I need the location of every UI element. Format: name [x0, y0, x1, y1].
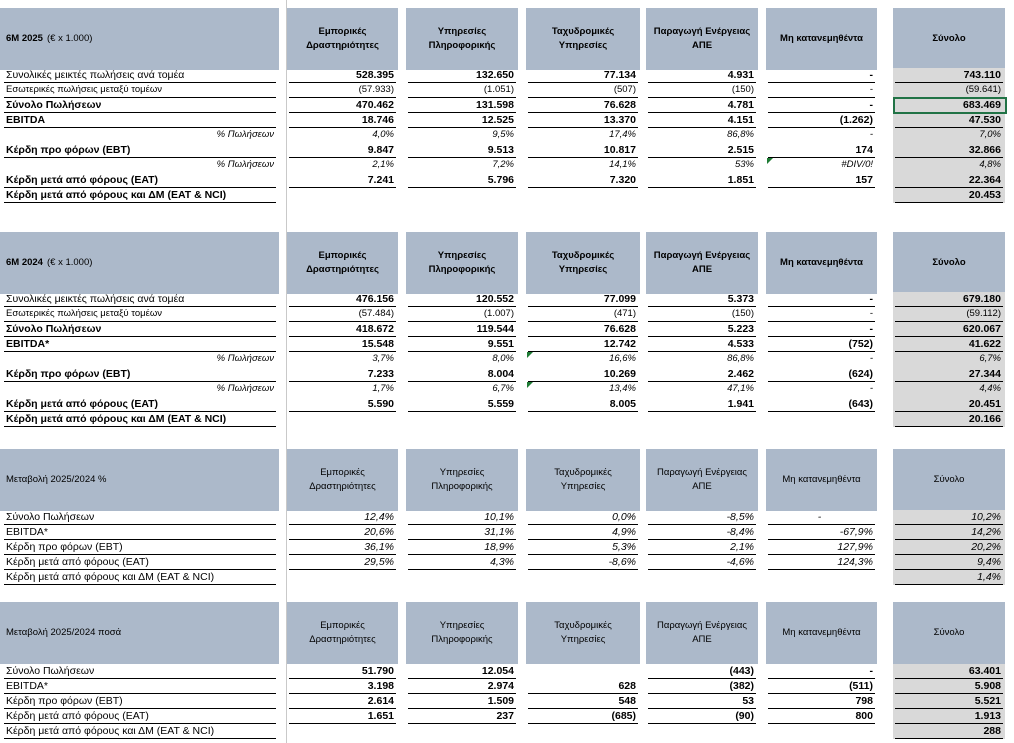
total-cell[interactable]: 620.067: [963, 323, 1001, 335]
cell-border: [648, 187, 756, 188]
value-cell[interactable]: 12.525: [481, 114, 514, 126]
value-cell[interactable]: 47,1%: [727, 383, 754, 394]
value-cell[interactable]: 4,3%: [490, 556, 514, 568]
value-cell[interactable]: 4,0%: [372, 129, 394, 140]
value-cell[interactable]: 157: [855, 174, 873, 186]
total-cell[interactable]: 20,2%: [971, 541, 1001, 553]
row-border: [4, 202, 276, 203]
value-cell[interactable]: -: [869, 353, 873, 364]
value-cell[interactable]: 628: [618, 680, 636, 692]
value-cell[interactable]: 798: [855, 695, 873, 707]
row-label: Κέρδη μετά από φόρους και ΔΜ (EAT & NCI): [6, 725, 215, 737]
row-label: % Πωλήσεων: [216, 353, 274, 364]
cell-border: [289, 723, 396, 724]
value-cell[interactable]: -: [869, 69, 873, 81]
total-cell[interactable]: 1,4%: [977, 571, 1001, 583]
row-label: Συνολικές μεικτές πωλήσεις ανά τομέα: [6, 69, 185, 81]
unit-label: (€ x 1.000): [46, 257, 93, 268]
value-cell[interactable]: 53: [742, 695, 754, 707]
value-cell[interactable]: 132.650: [476, 69, 514, 81]
value-cell[interactable]: 1.651: [367, 710, 394, 722]
value-cell[interactable]: 119.544: [476, 323, 514, 335]
cell-border: [768, 411, 875, 412]
value-cell[interactable]: 0,0%: [612, 511, 636, 523]
value-cell[interactable]: 20,6%: [364, 526, 394, 538]
value-cell[interactable]: 36,1%: [364, 541, 394, 553]
column-header: Υπηρεσίες Πληροφορικής: [406, 602, 518, 664]
total-cell[interactable]: 288: [983, 725, 1001, 737]
cell-border: [528, 187, 638, 188]
value-cell[interactable]: 1.941: [727, 398, 754, 410]
total-cell[interactable]: 20.166: [968, 413, 1001, 425]
total-cell[interactable]: 10,2%: [971, 511, 1001, 523]
value-cell[interactable]: 15.548: [361, 338, 394, 350]
column-header: Σύνολο: [893, 232, 1005, 294]
row-label: Κέρδη προ φόρων (EBT): [6, 368, 131, 380]
value-cell[interactable]: (57.933): [358, 84, 394, 95]
row-label: Σύνολο Πωλήσεων: [6, 323, 102, 335]
value-cell[interactable]: 5,3%: [612, 541, 636, 553]
cell-border: [408, 411, 516, 412]
value-cell[interactable]: 7.241: [367, 174, 394, 186]
value-cell[interactable]: 5.590: [367, 398, 394, 410]
column-header: Εμπορικές Δραστηριότητες: [287, 602, 398, 664]
value-cell[interactable]: 800: [855, 710, 873, 722]
value-cell[interactable]: -8,6%: [608, 556, 636, 568]
value-cell[interactable]: 5.373: [727, 293, 754, 305]
total-cell[interactable]: 679.180: [963, 293, 1001, 305]
value-cell[interactable]: 528.395: [356, 69, 394, 81]
value-cell[interactable]: 3,7%: [372, 353, 394, 364]
row-label: Κέρδη προ φόρων (EBT): [6, 541, 123, 553]
value-cell[interactable]: 12,4%: [364, 511, 394, 523]
total-cell[interactable]: 27.344: [968, 368, 1001, 380]
value-cell[interactable]: 29,5%: [364, 556, 394, 568]
value-cell[interactable]: 76.628: [603, 323, 636, 335]
value-cell[interactable]: (643): [848, 398, 873, 410]
column-header: Σύνολο: [893, 449, 1005, 511]
section-title: [0, 232, 279, 294]
value-cell[interactable]: 7,2%: [492, 159, 514, 170]
value-cell[interactable]: 9,5%: [492, 129, 514, 140]
cell-border: [768, 723, 875, 724]
row-label: Κέρδη μετά από φόρους (EAT): [6, 174, 159, 186]
value-cell[interactable]: 10.817: [603, 144, 636, 156]
value-cell[interactable]: 10.269: [603, 368, 636, 380]
value-cell[interactable]: -4,6%: [726, 556, 754, 568]
value-cell[interactable]: -: [869, 84, 873, 95]
value-cell[interactable]: (507): [613, 84, 636, 95]
column-header: Υπηρεσίες Πληροφορικής: [406, 449, 518, 511]
value-cell[interactable]: 12.742: [603, 338, 636, 350]
value-cell[interactable]: (511): [849, 680, 873, 692]
value-cell[interactable]: 9.513: [487, 144, 514, 156]
value-cell[interactable]: 16,6%: [609, 353, 636, 364]
value-cell[interactable]: -: [869, 293, 873, 305]
value-cell[interactable]: 3.198: [367, 680, 394, 692]
total-cell[interactable]: (59.641): [965, 84, 1001, 95]
value-cell[interactable]: 8.004: [487, 368, 514, 380]
value-cell[interactable]: -: [817, 511, 822, 523]
row-label: Εσωτερικές πωλήσεις μεταξύ τομέων: [6, 84, 162, 95]
cell-border: [895, 584, 1003, 585]
value-cell[interactable]: 7.233: [367, 368, 394, 380]
value-cell[interactable]: 14,1%: [609, 159, 636, 170]
row-label: Συνολικές μεικτές πωλήσεις ανά τομέα: [6, 293, 185, 305]
section-title-text: Μεταβολή 2025/2024 ποσά: [6, 627, 122, 638]
value-cell[interactable]: 12.054: [481, 665, 514, 677]
value-cell[interactable]: (1.262): [839, 114, 873, 126]
row-border: [4, 738, 276, 739]
row-label: EBITDA*: [6, 338, 50, 350]
value-cell[interactable]: 4.151: [727, 114, 754, 126]
column-header: Υπηρεσίες Πληροφορικής: [406, 8, 518, 70]
section-title-text: 6M 2024: [6, 257, 43, 268]
total-cell[interactable]: 41.622: [968, 338, 1001, 350]
cell-border: [528, 569, 638, 570]
column-header: Ταχυδρομικές Υπηρεσίες: [526, 232, 640, 294]
total-cell[interactable]: 63.401: [968, 665, 1001, 677]
value-cell[interactable]: -: [869, 129, 873, 140]
value-cell[interactable]: -: [869, 308, 873, 319]
value-cell[interactable]: 4.931: [727, 69, 754, 81]
column-header: Σύνολο: [893, 8, 1005, 70]
section-title-text: 6M 2025: [6, 33, 43, 44]
total-cell[interactable]: 22.364: [968, 174, 1001, 186]
total-cell[interactable]: 7,0%: [979, 129, 1001, 140]
row-border: [4, 426, 276, 427]
cell-border: [648, 411, 756, 412]
section-title: [0, 449, 279, 511]
total-cell[interactable]: 32.866: [968, 144, 1001, 156]
value-cell[interactable]: (90): [735, 710, 754, 722]
value-cell[interactable]: 1.851: [727, 174, 754, 186]
column-header: Παραγωγή Ενέργειας ΑΠΕ: [646, 449, 758, 511]
row-border: [4, 584, 276, 585]
value-cell[interactable]: (57.484): [358, 308, 394, 319]
value-cell[interactable]: 86,8%: [727, 353, 754, 364]
value-cell[interactable]: 5.559: [487, 398, 514, 410]
selected-cell-outline: [893, 97, 1007, 114]
cell-border: [528, 723, 638, 724]
value-cell[interactable]: 53%: [734, 159, 754, 170]
cell-border: [768, 187, 875, 188]
value-cell[interactable]: (624): [848, 368, 873, 380]
total-cell[interactable]: 20.453: [968, 189, 1001, 201]
value-cell[interactable]: (150): [731, 84, 754, 95]
value-cell[interactable]: -: [869, 99, 873, 111]
value-cell[interactable]: (1.007): [483, 308, 514, 319]
value-cell[interactable]: 77.134: [603, 69, 636, 81]
value-cell[interactable]: -8,5%: [726, 511, 754, 523]
value-cell[interactable]: 476.156: [356, 293, 394, 305]
cell-border: [768, 569, 875, 570]
total-cell[interactable]: 683.469: [963, 99, 1001, 111]
value-cell[interactable]: 5.223: [727, 323, 754, 335]
value-cell[interactable]: 2.974: [487, 680, 514, 692]
value-cell[interactable]: 4.781: [727, 99, 754, 111]
cell-border: [408, 187, 516, 188]
column-header: Παραγωγή Ενέργειας ΑΠΕ: [646, 602, 758, 664]
value-cell[interactable]: 77.099: [603, 293, 636, 305]
value-cell[interactable]: 548: [618, 695, 636, 707]
row-label: EBITDA: [6, 114, 46, 126]
value-cell[interactable]: (1.051): [483, 84, 514, 95]
row-label: Κέρδη μετά από φόρους και ΔΜ (EAT & NCI): [6, 413, 227, 425]
value-cell[interactable]: 17,4%: [609, 129, 636, 140]
cell-border: [289, 411, 396, 412]
value-cell[interactable]: 9.847: [367, 144, 394, 156]
row-label: EBITDA*: [6, 526, 49, 538]
cell-border: [289, 187, 396, 188]
row-label: Σύνολο Πωλήσεων: [6, 511, 95, 523]
value-cell[interactable]: 86,8%: [727, 129, 754, 140]
value-cell[interactable]: (685): [611, 710, 636, 722]
value-cell[interactable]: (752): [848, 338, 873, 350]
row-label: Κέρδη προ φόρων (EBT): [6, 695, 123, 707]
row-label: Κέρδη μετά από φόρους και ΔΜ (EAT & NCI): [6, 189, 227, 201]
section-title: [0, 602, 279, 664]
value-cell[interactable]: 6,7%: [492, 383, 514, 394]
row-label: Κέρδη μετά από φόρους και ΔΜ (EAT & NCI): [6, 571, 215, 583]
value-cell[interactable]: 18,9%: [484, 541, 514, 553]
total-cell[interactable]: 9,4%: [977, 556, 1001, 568]
error-indicator-icon: [527, 382, 533, 388]
row-label: Σύνολο Πωλήσεων: [6, 665, 95, 677]
value-cell[interactable]: (150): [731, 308, 754, 319]
row-label: Κέρδη προ φόρων (EBT): [6, 144, 131, 156]
value-cell[interactable]: 51.790: [361, 665, 394, 677]
value-cell[interactable]: 13,4%: [609, 383, 636, 394]
value-cell[interactable]: 5.796: [487, 174, 514, 186]
value-cell[interactable]: -67,9%: [839, 526, 873, 538]
cell-border: [289, 569, 396, 570]
value-cell[interactable]: -: [869, 323, 873, 335]
value-cell[interactable]: 2.462: [727, 368, 754, 380]
section-title-text: Μεταβολή 2025/2024 %: [6, 474, 107, 485]
value-cell[interactable]: 2,1%: [372, 159, 394, 170]
row-label: % Πωλήσεων: [216, 129, 274, 140]
value-cell[interactable]: 18.746: [361, 114, 394, 126]
value-cell[interactable]: 4.533: [727, 338, 754, 350]
value-cell[interactable]: 13.370: [603, 114, 636, 126]
column-header: Μη κατανεμηθέντα: [766, 232, 877, 294]
column-header: Εμπορικές Δραστηριότητες: [287, 232, 398, 294]
value-cell[interactable]: 237: [496, 710, 514, 722]
total-cell[interactable]: 20.451: [968, 398, 1001, 410]
column-header: Εμπορικές Δραστηριότητες: [287, 8, 398, 70]
column-header: Παραγωγή Ενέργειας ΑΠΕ: [646, 232, 758, 294]
cell-border: [648, 723, 756, 724]
value-cell[interactable]: -: [869, 383, 873, 394]
column-header: Ταχυδρομικές Υπηρεσίες: [526, 8, 640, 70]
column-header: Εμπορικές Δραστηριότητες: [287, 449, 398, 511]
value-cell[interactable]: -8,4%: [726, 526, 754, 538]
total-cell[interactable]: 5.908: [974, 680, 1001, 692]
value-cell[interactable]: 9.551: [487, 338, 514, 350]
column-header: Μη κατανεμηθέντα: [766, 449, 877, 511]
column-header: Ταχυδρομικές Υπηρεσίες: [526, 449, 640, 511]
total-cell[interactable]: 47.530: [968, 114, 1001, 126]
row-label: Εσωτερικές πωλήσεις μεταξύ τομέων: [6, 308, 162, 319]
value-cell[interactable]: 2.614: [367, 695, 394, 707]
column-header: Ταχυδρομικές Υπηρεσίες: [526, 602, 640, 664]
value-cell[interactable]: (471): [613, 308, 636, 319]
value-cell[interactable]: 2.515: [727, 144, 754, 156]
value-cell[interactable]: 8,0%: [492, 353, 514, 364]
row-label: Κέρδη μετά από φόρους (EAT): [6, 556, 149, 568]
total-cell[interactable]: 14,2%: [971, 526, 1001, 538]
unit-label: (€ x 1.000): [46, 33, 93, 44]
value-cell[interactable]: 470.462: [356, 99, 394, 111]
value-cell[interactable]: 8.005: [609, 398, 636, 410]
value-cell[interactable]: 10,1%: [484, 511, 514, 523]
value-cell[interactable]: 120.552: [476, 293, 514, 305]
cell-border: [895, 426, 1003, 427]
value-cell[interactable]: 76.628: [603, 99, 636, 111]
value-cell[interactable]: 174: [855, 144, 873, 156]
total-cell[interactable]: 4,4%: [979, 383, 1001, 394]
value-cell[interactable]: 127,9%: [837, 541, 873, 553]
value-cell[interactable]: 131.598: [476, 99, 514, 111]
total-cell[interactable]: 6,7%: [979, 353, 1001, 364]
cell-border: [895, 202, 1003, 203]
total-cell[interactable]: 4,8%: [979, 159, 1001, 170]
value-cell[interactable]: 124,3%: [837, 556, 873, 568]
total-cell[interactable]: (59.112): [966, 308, 1001, 319]
value-cell[interactable]: -: [869, 665, 873, 677]
row-label: % Πωλήσεων: [216, 383, 274, 394]
cell-border: [528, 411, 638, 412]
section-title: [0, 8, 279, 70]
value-cell[interactable]: 1,7%: [372, 383, 394, 394]
value-cell[interactable]: 7.320: [609, 174, 636, 186]
total-cell[interactable]: 743.110: [963, 69, 1001, 81]
cell-border: [408, 569, 516, 570]
value-cell[interactable]: #DIV/0!: [841, 159, 873, 170]
row-label: Σύνολο Πωλήσεων: [6, 99, 102, 111]
row-label: Κέρδη μετά από φόρους (EAT): [6, 710, 149, 722]
error-indicator-icon: [527, 352, 533, 358]
column-header: Μη κατανεμηθέντα: [766, 8, 877, 70]
column-header: Μη κατανεμηθέντα: [766, 602, 877, 664]
column-header: Υπηρεσίες Πληροφορικής: [406, 232, 518, 294]
value-cell[interactable]: 1.509: [487, 695, 514, 707]
total-cell[interactable]: 1.913: [974, 710, 1001, 722]
cell-border: [408, 723, 516, 724]
total-cell[interactable]: 5.521: [974, 695, 1001, 707]
column-header: Παραγωγή Ενέργειας ΑΠΕ: [646, 8, 758, 70]
cell-border: [895, 738, 1003, 739]
cell-border: [648, 569, 756, 570]
value-cell[interactable]: 31,1%: [484, 526, 514, 538]
value-cell[interactable]: (382): [729, 680, 754, 692]
row-label: Κέρδη μετά από φόρους (EAT): [6, 398, 159, 410]
error-indicator-icon: [767, 158, 773, 164]
row-label: EBITDA*: [6, 680, 49, 692]
value-cell[interactable]: 4,9%: [612, 526, 636, 538]
row-label: % Πωλήσεων: [216, 159, 274, 170]
column-header: Σύνολο: [893, 602, 1005, 664]
value-cell[interactable]: 418.672: [356, 323, 394, 335]
value-cell[interactable]: (443): [729, 665, 754, 677]
value-cell[interactable]: 2,1%: [730, 541, 754, 553]
